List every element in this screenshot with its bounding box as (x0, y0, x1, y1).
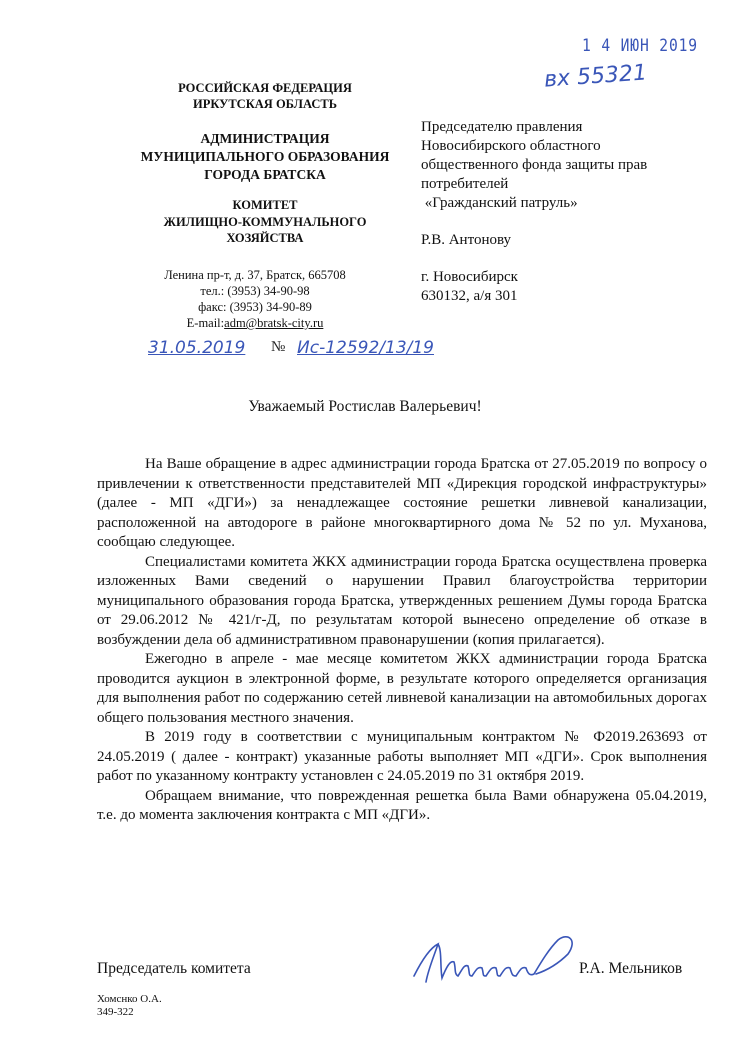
executor-name: Хомснко О.А. (97, 993, 162, 1005)
recipient-line: Новосибирского областного (421, 138, 601, 154)
signer-name: Р.А. Мельников (579, 960, 683, 977)
sender-address: Ленина пр-т, д. 37, Братск, 665708 (164, 268, 346, 282)
recipient-line: общественного фонда защиты прав (421, 157, 648, 173)
recipient-line: потребителей (421, 176, 509, 192)
body-paragraph: В 2019 году в соответствии с муниципальным контрактом № Ф2019.263693 от 24.05.2019 ( далее - контракт) указанные работы выполняет МП «ДГИ». Срок выполнения работ по указанному контракту установлен с 24.05.2019 по 31 октября 2019. (97, 729, 707, 784)
sender-admin-line: МУНИЦИПАЛЬНОГО ОБРАЗОВАНИЯ (140, 149, 390, 164)
executor-block (97, 993, 162, 1019)
received-date-stamp: 1 4 ИЮН 2019 (582, 36, 698, 56)
recipient-block (421, 118, 711, 306)
body-paragraph: Обращаем внимание, что поврежденная решетка была Вами обнаружена 05.04.2019, т.е. до момента заключения контракта с МП «ДГИ». (97, 787, 707, 823)
sender-administration (95, 130, 435, 184)
sender-email-link[interactable]: adm@bratsk-city.ru (224, 316, 324, 330)
sender-country: РОССИЙСКАЯ ФЕДЕРАЦИЯ (178, 81, 352, 95)
greeting: Уважаемый Ростислав Валерьевич! (248, 398, 482, 415)
recipient-city: г. Новосибирск (421, 269, 518, 285)
sender-committee-line: ХОЗЯЙСТВА (226, 231, 304, 245)
sender-fax: факс: (3953) 34-90-89 (198, 300, 312, 314)
recipient-postal: 630132, а/я 301 (421, 288, 518, 304)
recipient-line: Председателю правления (421, 119, 583, 135)
sender-email-label: E-mail: (186, 316, 225, 330)
sender-committee-line: КОМИТЕТ (232, 198, 298, 212)
sender-rf-block (95, 80, 435, 112)
sender-admin-line: АДМИНИСТРАЦИЯ (200, 131, 330, 146)
sender-email-line (95, 315, 415, 331)
recipient-name: Р.В. Антонову (421, 232, 512, 248)
letter-body (97, 455, 707, 826)
recipient-line: «Гражданский патруль» (421, 195, 578, 211)
sender-phone: тел.: (3953) 34-90-98 (200, 284, 310, 298)
registration-number-label: № (271, 339, 286, 355)
registration-date: 31.05.2019 (148, 338, 246, 358)
body-paragraph: Специалистами комитета ЖКХ администрации города Братска осуществлена проверка изложенных Вами сведений о нарушении Правил благоустройства территории муниципального образования города Братска, утвержденных решением Думы города Братска от 29.06.2012 № 421/г-Д, по результатам которой вынесено определение об отказе в возбуждении дела об административном правонарушении (копия прилагается). (97, 553, 707, 648)
body-paragraph: На Ваше обращение в адрес администрации города Братска от 27.05.2019 по вопросу о привлечении к ответственности представителей МП «Дирекция городской инфраструктуры» (далее - МП «ДГИ») за ненадлежащее состояние решетки ливневой канализации, расположенной на автодороге в районе многоквартирного дома № 52 по ул. Муханова, сообщаю следующее. (97, 456, 707, 550)
executor-phone: 349-322 (97, 1006, 134, 1018)
handwritten-signature (408, 920, 583, 990)
sender-contacts (95, 267, 415, 331)
body-paragraph: Ежегодно в апреле - мае месяце комитетом ЖКХ администрации города Братска проводится аукцион в электронной форме, в результате которого определяется организация для выполнения работ по содержанию сетей ливневой канализации на автомобильных дорогах общего пользования местного значения. (97, 651, 707, 726)
sender-region: ИРКУТСКАЯ ОБЛАСТЬ (193, 97, 337, 111)
sender-committee-line: ЖИЛИЩНО-КОММУНАЛЬНОГО (163, 214, 367, 229)
incoming-number-handwritten: вх 55321 (543, 60, 648, 93)
sender-admin-line: ГОРОДА БРАТСКА (204, 167, 326, 182)
signer-title: Председатель комитета (97, 960, 251, 977)
sender-committee (95, 197, 435, 247)
registration-line (148, 338, 448, 362)
registration-number: Ис-12592/13/19 (297, 338, 434, 358)
